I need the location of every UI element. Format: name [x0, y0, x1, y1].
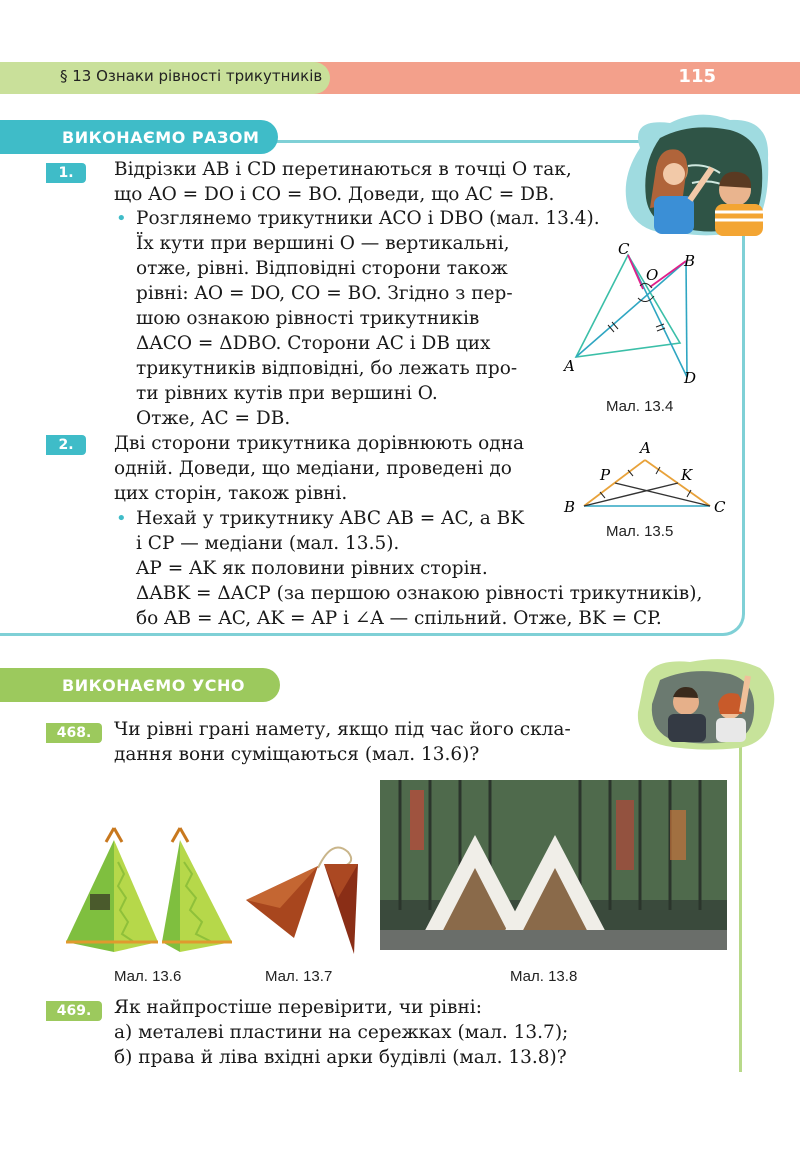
task2-line-6: AP = AK як половини рівних сторін. — [136, 558, 488, 579]
task-number-2: 2. — [46, 435, 86, 455]
building-photo — [380, 780, 727, 950]
header-band-right — [310, 62, 800, 94]
section-label-oral: ВИКОНАЄМО УСНО — [0, 668, 280, 702]
task469-line-2: а) металеві пластини на сережках (мал. 13.7); — [114, 1022, 569, 1043]
point-label-a: A — [564, 357, 575, 375]
caption-13-7: Мал. 13.7 — [265, 968, 333, 985]
point-label-a2: A — [640, 440, 651, 457]
bullet-icon: • — [116, 508, 127, 529]
point-label-d: D — [684, 369, 697, 387]
section2-side-line — [739, 720, 742, 1072]
task1-line-5: отже, рівні. Відповідні сторони також — [136, 258, 508, 279]
point-label-k: K — [681, 466, 693, 484]
task2-line-4: Нехай у трикутнику ABC AB = AC, а BK — [136, 508, 525, 529]
task469-line-1: Як найпростіше перевірити, чи рівні: — [114, 997, 482, 1018]
figure-13-4 — [560, 240, 730, 395]
task2-line-8: бо AB = AC, AK = AP і ∠A — спільний. Отже, BK = CP. — [136, 608, 662, 629]
tents-illustration — [62, 822, 240, 957]
task1-line-11: Отже, AC = DB. — [136, 408, 291, 429]
point-label-b: B — [684, 252, 696, 270]
task1-line-4: Їх кути при вершині O — вертикальні, — [136, 233, 510, 254]
task1-line-6: рівні: AO = DO, CO = BO. Згідно з пер- — [136, 283, 513, 304]
task2-line-5: і CP — медіани (мал. 13.5). — [136, 533, 400, 554]
caption-13-8: Мал. 13.8 — [510, 968, 578, 985]
task1-line-7: шою ознакою рівності трикутників — [136, 308, 480, 329]
task1-line-2: що AO = DO і CO = BO. Доведи, що AC = DB. — [114, 184, 555, 205]
task-number-469: 469. — [46, 1001, 102, 1021]
task469-line-3: б) права й ліва вхідні арки будівлі (мал. 13.8)? — [114, 1047, 567, 1068]
task2-line-2: одній. Доведи, що медіани, проведені до — [114, 458, 512, 479]
task1-line-8: ΔACO = ΔDBO. Сторони AC і DB цих — [136, 333, 491, 354]
task-number-1: 1. — [46, 163, 86, 183]
caption-13-6: Мал. 13.6 — [114, 968, 182, 985]
task468-line-1: Чи рівні грані намету, якщо під час його скла- — [114, 719, 571, 740]
point-label-c: C — [618, 240, 630, 258]
caption-13-4: Мал. 13.4 — [606, 398, 674, 415]
task1-line-1: Відрізки AB і CD перетинаються в точці O так, — [114, 159, 572, 180]
point-label-c2: C — [714, 498, 726, 516]
bullet-icon: • — [116, 208, 127, 229]
classroom-photo — [620, 108, 770, 238]
point-label-p: P — [600, 466, 611, 484]
students-photo — [630, 652, 778, 752]
task2-line-7: ΔABK = ΔACP (за першою ознакою рівності трикутників), — [136, 583, 703, 604]
task-number-468: 468. — [46, 723, 102, 743]
task2-line-1: Дві сторони трикутника дорівнюють одна — [114, 433, 525, 454]
caption-13-5: Мал. 13.5 — [606, 523, 674, 540]
section-title: § 13 Ознаки рівності трикутників — [60, 67, 323, 85]
task1-line-3: Розглянемо трикутники ACO і DBO (мал. 13.4). — [136, 208, 600, 229]
task1-line-9: трикутників відповідні, бо лежать про- — [136, 358, 518, 379]
figure-13-5 — [560, 440, 735, 522]
point-label-o: O — [646, 266, 659, 284]
task468-line-2: дання вони суміщаються (мал. 13.6)? — [114, 744, 480, 765]
task2-line-3: цих сторін, також рівні. — [114, 483, 348, 504]
section-label-together: ВИКОНАЄМО РАЗОМ — [0, 120, 278, 154]
page-number: 115 — [678, 66, 716, 87]
point-label-b2: B — [564, 498, 576, 516]
task1-line-10: ти рівних кутів при вершині O. — [136, 383, 438, 404]
earrings-illustration — [240, 838, 365, 958]
